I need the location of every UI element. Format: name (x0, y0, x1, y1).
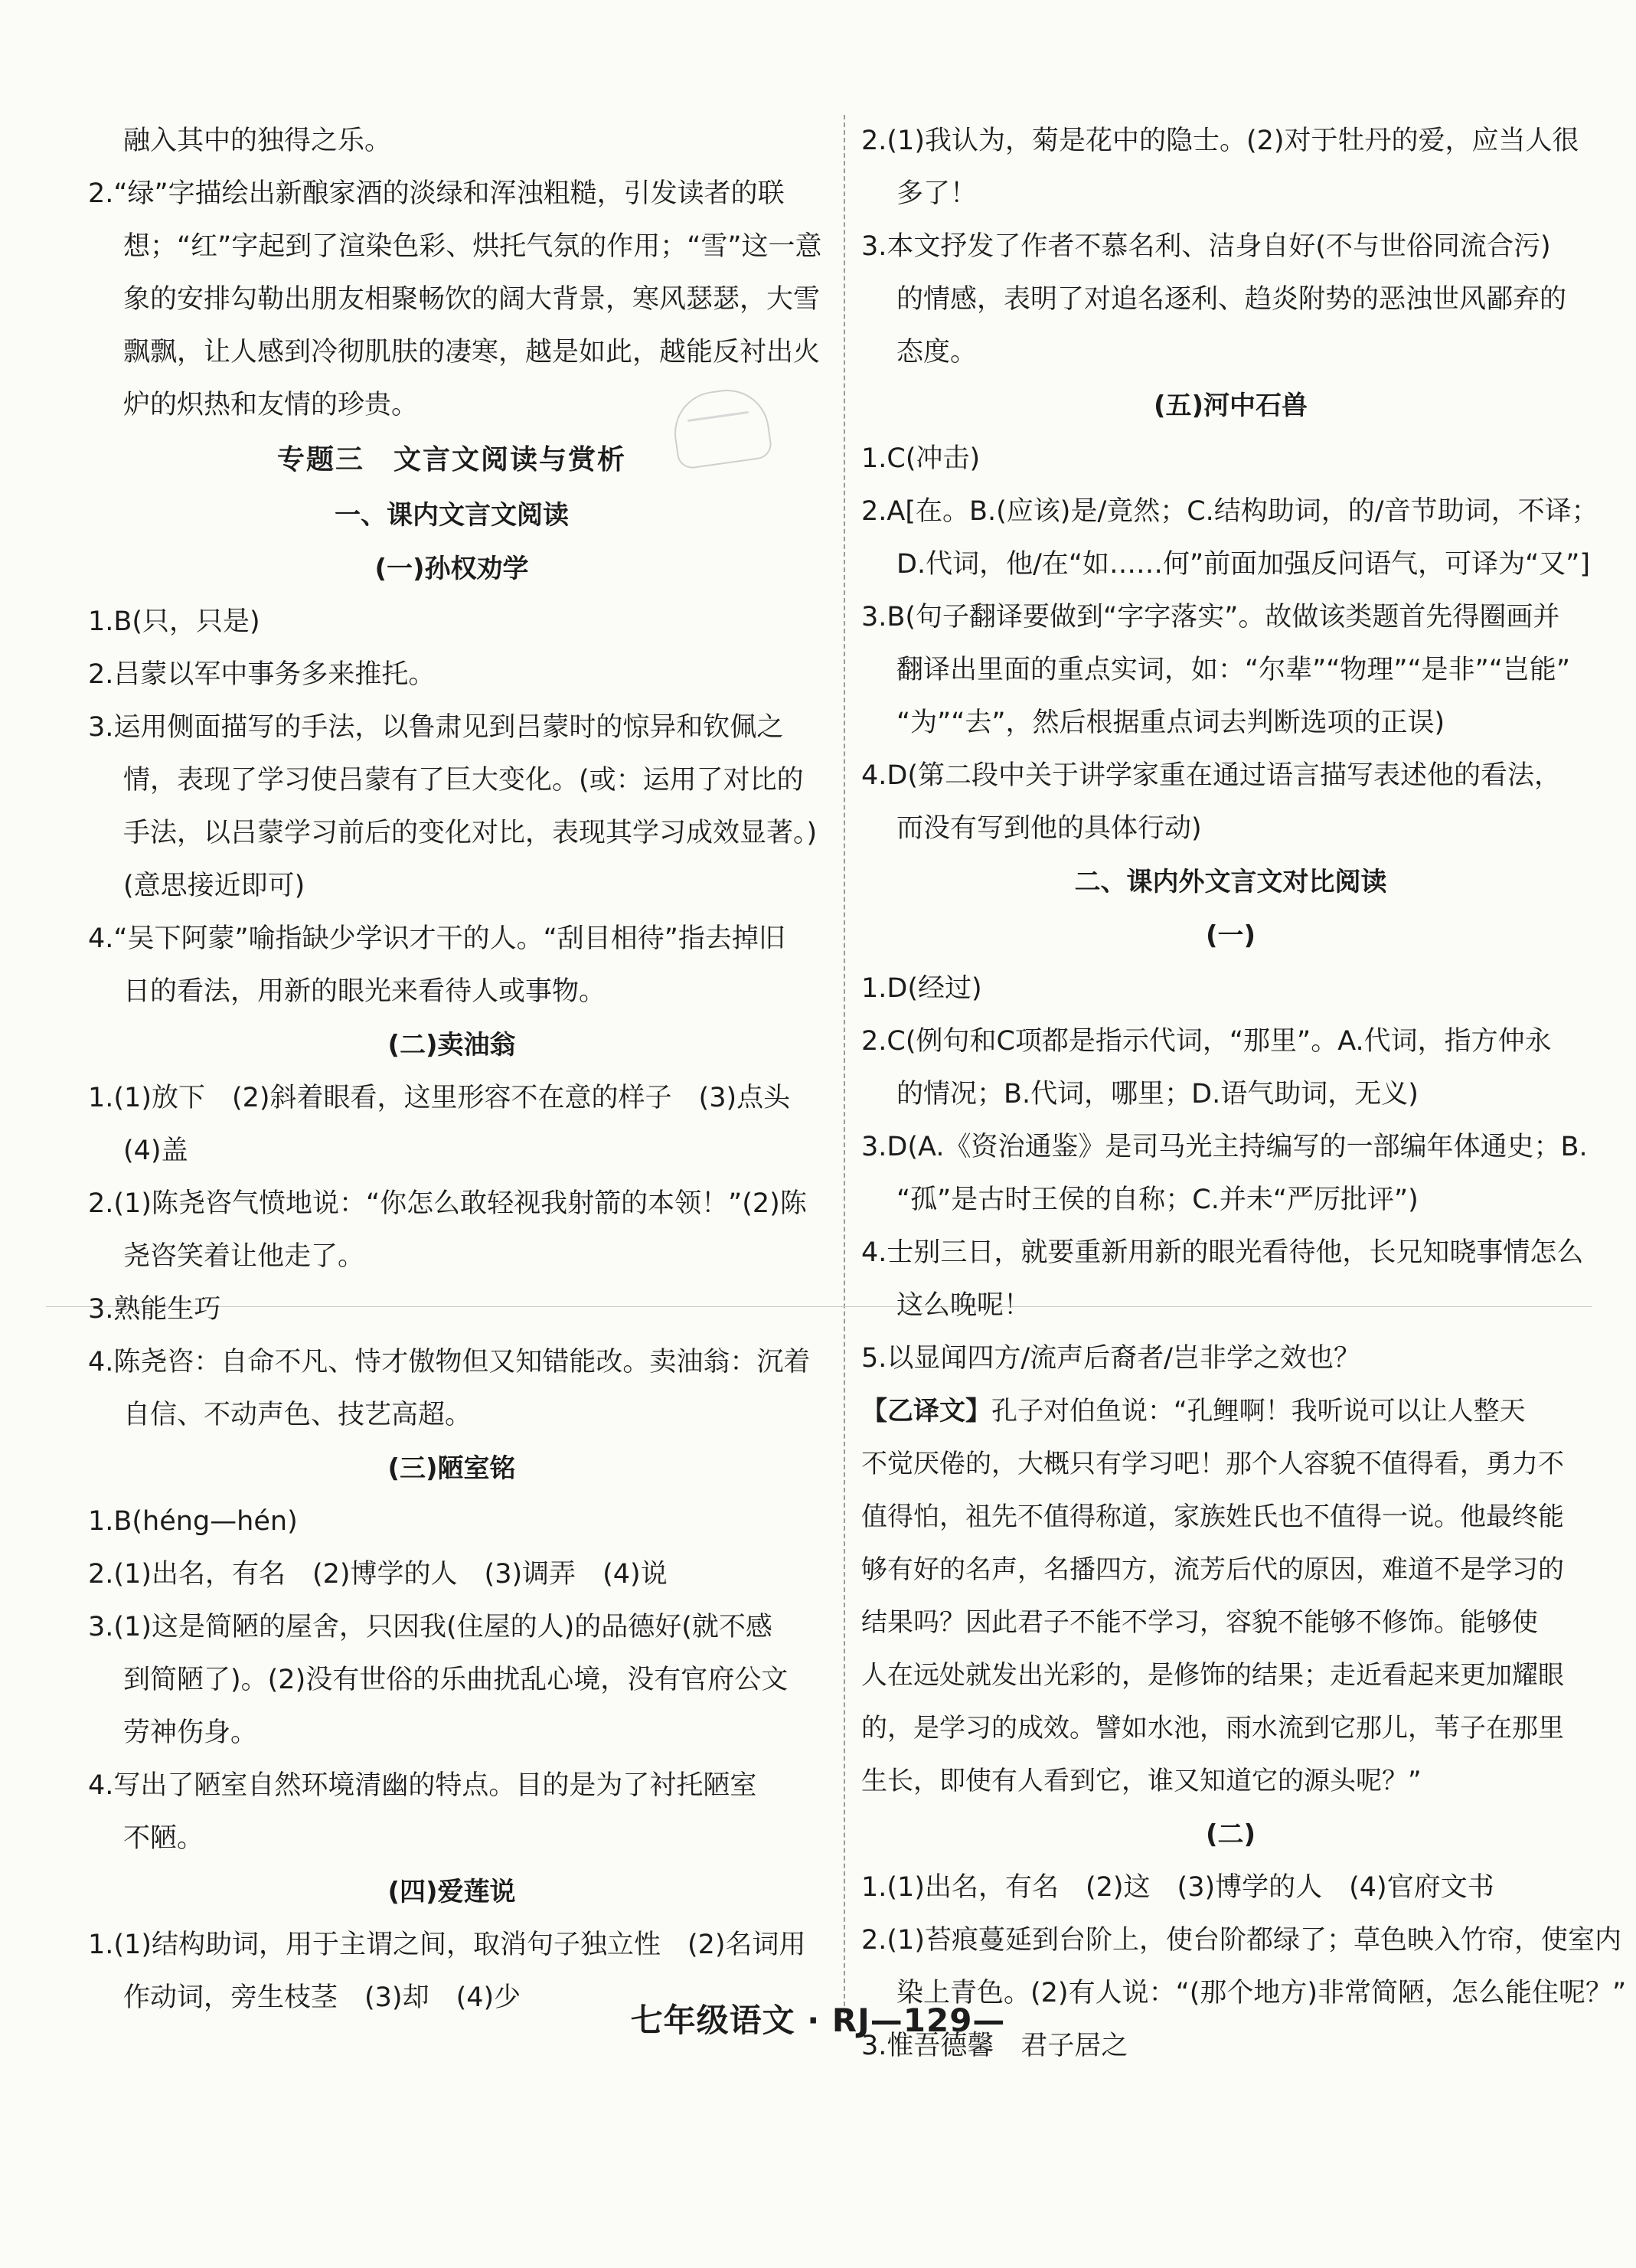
answer-line: 不陋。 (123, 1823, 204, 1854)
answer-line: 1.B(héng—hén) (88, 1506, 298, 1537)
answer-line: 1.(1)出名，有名 (2)这 (3)博学的人 (4)官府文书 (861, 1872, 1494, 1903)
answer-line: 3.运用侧面描写的手法，以鲁肃见到吕蒙时的惊异和钦佩之 (88, 712, 784, 743)
subsection-heading: (五)河中石兽 (1153, 391, 1308, 421)
translation-line (861, 1755, 1600, 1808)
answer-line: 2.(1)陈尧咨气愤地说：“你怎么敢轻视我射箭的本领！”(2)陈 (88, 1188, 807, 1219)
answer-line: 象的安排勾勒出朋友相聚畅饮的阔大背景，寒风瑟瑟，大雪 (123, 284, 821, 315)
answer-line: 日的看法，用新的眼光来看待人或事物。 (123, 976, 606, 1007)
translation-line (861, 1596, 1600, 1649)
answer-line: 2.C(例句和C项都是指示代词，“那里”。A.代词，指方仲永 (861, 1026, 1552, 1057)
answer-line: 3.B(句子翻译要做到“字字落实”。故做该类题首先得圈画并 (861, 602, 1560, 632)
translation-text: 生长，即使有人看到它，谁又知道它的源头呢？” (861, 1766, 1422, 1796)
answer-line: 这么晚呢！ (896, 1290, 1031, 1321)
answer-line: 到简陋了)。(2)没有世俗的乐曲扰乱心境，没有官府公文 (123, 1665, 789, 1695)
section-heading: 专题三 文言文阅读与赏析 (276, 444, 626, 475)
answer-line: 5.以显闻四方/流声后裔者/岂非学之效也？ (861, 1343, 1360, 1374)
answer-line: 态度。 (896, 337, 978, 368)
answer-line: 3.D(A.《资治通鉴》是司马光主持编写的一部编年体通史；B. (861, 1132, 1588, 1162)
translation-line (861, 1491, 1600, 1544)
translation-line (861, 1385, 1600, 1438)
answer-line: “孤”是古时王侯的自称；C.并未“严厉批评”) (896, 1185, 1419, 1215)
answer-line: 翻译出里面的重点实词，如：“尔辈”“物理”“是非”“岂能” (896, 655, 1571, 685)
subsection-heading: (一)孙权劝学 (374, 554, 529, 584)
answer-line: 4.D(第二段中关于讲学家重在通过语言描写表述他的看法， (861, 760, 1562, 791)
left-column (88, 115, 822, 2025)
answer-line: 3.本文抒发了作者不慕名利、洁身自好(不与世俗同流合污) (861, 231, 1551, 262)
right-column (861, 115, 1627, 2073)
answer-line: 4.士别三日，就要重新用新的眼光看待他，长兄知晓事情怎么 (861, 1237, 1584, 1268)
answer-line: 1.D(经过) (861, 973, 982, 1004)
answer-line: 2.吕蒙以军中事务多来推托。 (88, 659, 436, 690)
subsection-heading: (三)陋室铭 (387, 1453, 516, 1484)
translation-text: 值得怕，祖先不值得称道，家族姓氏也不值得一说。他最终能 (861, 1502, 1564, 1532)
answer-line: 情，表现了学习使吕蒙有了巨大变化。(或：运用了对比的 (123, 765, 804, 796)
translation-text: 结果吗？因此君子不能不学习，容貌不能够不修饰。能够使 (861, 1607, 1538, 1638)
answer-line: 1.(1)放下 (2)斜着眼看，这里形容不在意的样子 (3)点头 (88, 1083, 791, 1113)
answer-line: 1.C(冲击) (861, 443, 981, 474)
answer-line: 3.惟吾德馨 君子居之 (861, 2031, 1128, 2061)
answer-line: 2.“绿”字描绘出新酿家酒的淡绿和浑浊粗糙，引发读者的联 (88, 178, 785, 209)
answer-line: 3.熟能生巧 (88, 1294, 221, 1325)
answer-line: 作动词，旁生枝茎 (3)却 (4)少 (123, 1982, 521, 2013)
answer-line: (意思接近即可) (123, 871, 305, 901)
answer-line: 手法，以吕蒙学习前后的变化对比，表现其学习成效显著。) (123, 818, 818, 848)
column-divider (844, 115, 845, 2014)
subsection-heading: 一、课内文言文阅读 (335, 500, 569, 531)
answer-line: 1.B(只，只是) (88, 606, 260, 637)
answer-line: 劳神伤身。 (123, 1717, 258, 1748)
subsection-heading: (四)爱莲说 (387, 1877, 516, 1907)
answer-line: 融入其中的独得之乐。 (123, 126, 392, 156)
subsection-heading: (二)卖油翁 (387, 1030, 516, 1060)
answer-line: 4.“吴下阿蒙”喻指缺少学识才干的人。“刮目相待”指去掉旧 (88, 923, 785, 954)
subsection-heading: (一) (1205, 920, 1256, 951)
answer-line: 想；“红”字起到了渲染色彩、烘托气氛的作用；“雪”这一意 (123, 231, 822, 262)
answer-line: 的情感，表明了对追名逐利、趋炎附势的恶浊世风鄙弃的 (896, 284, 1567, 315)
translation-text: 人在远处就发出光彩的，是修饰的结果；走近看起来更加耀眼 (861, 1660, 1564, 1691)
answer-line: 2.(1)苔痕蔓延到台阶上，使台阶都绿了；草色映入竹帘，使室内 (861, 1925, 1621, 1956)
translation-text: 的，是学习的成效。譬如水池，雨水流到它那儿，苇子在那里 (861, 1713, 1564, 1743)
answer-line: 3.(1)这是简陋的屋舍，只因我(住屋的人)的品德好(就不感 (88, 1612, 772, 1642)
page-footer: 七年级语文 · RJ—129— (630, 2002, 1006, 2039)
answer-line: (4)盖 (123, 1136, 188, 1166)
translation-text: 孔子对伯鱼说：“孔鲤啊！我听说可以让人整天 (991, 1396, 1526, 1426)
answer-line: 多了！ (896, 178, 978, 209)
translation-text: 不觉厌倦的，大概只有学习吧！那个人容貌不值得看，勇力不 (861, 1449, 1564, 1479)
answer-line: D.代词，他/在“如……何”前面加强反问语气，可译为“又”] (896, 549, 1591, 580)
translation-tag: 【乙译文】 (861, 1396, 991, 1426)
answer-line: “为”“去”，然后根据重点词去判断选项的正误) (896, 708, 1445, 738)
answer-line: 的情况；B.代词，哪里；D.语气助词，无义) (896, 1079, 1419, 1109)
answer-line: 炉的炽热和友情的珍贵。 (123, 390, 419, 420)
answer-line: 1.(1)结构助词，用于主谓之间，取消句子独立性 (2)名词用 (88, 1930, 806, 1960)
answer-line: 4.写出了陋室自然环境清幽的特点。目的是为了衬托陋室 (88, 1770, 757, 1801)
answer-line: 2.(1)我认为，菊是花中的隐士。(2)对于牡丹的爱，应当人很 (861, 126, 1579, 156)
answer-line: 尧咨笑着让他走了。 (123, 1241, 365, 1272)
translation-line (861, 1544, 1600, 1596)
answer-line: 2.(1)出名，有名 (2)博学的人 (3)调弄 (4)说 (88, 1559, 668, 1590)
translation-line (861, 1702, 1600, 1755)
answer-line: 而没有写到他的具体行动) (896, 813, 1202, 844)
translation-line (861, 1438, 1600, 1491)
answer-line: 飘飘，让人感到冷彻肌肤的凄寒，越是如此，越能反衬出火 (123, 337, 821, 368)
answer-line: 自信、不动声色、技艺高超。 (123, 1400, 472, 1430)
subsection-heading: (二) (1205, 1819, 1256, 1850)
subsection-heading: 二、课内外文言文对比阅读 (1074, 867, 1387, 897)
answer-line: 4.陈尧咨：自命不凡、恃才傲物但又知错能改。卖油翁：沉着 (88, 1347, 811, 1377)
translation-text: 够有好的名声，名播四方，流芳后代的原因，难道不是学习的 (861, 1554, 1564, 1585)
answer-line: 2.A[在。B.(应该)是/竟然；C.结构助词，的/音节助词，不译； (861, 496, 1598, 527)
translation-line (861, 1649, 1600, 1702)
answer-line: 染上青色。(2)有人说：“(那个地方)非常简陋，怎么能住呢？” (896, 1978, 1627, 2008)
